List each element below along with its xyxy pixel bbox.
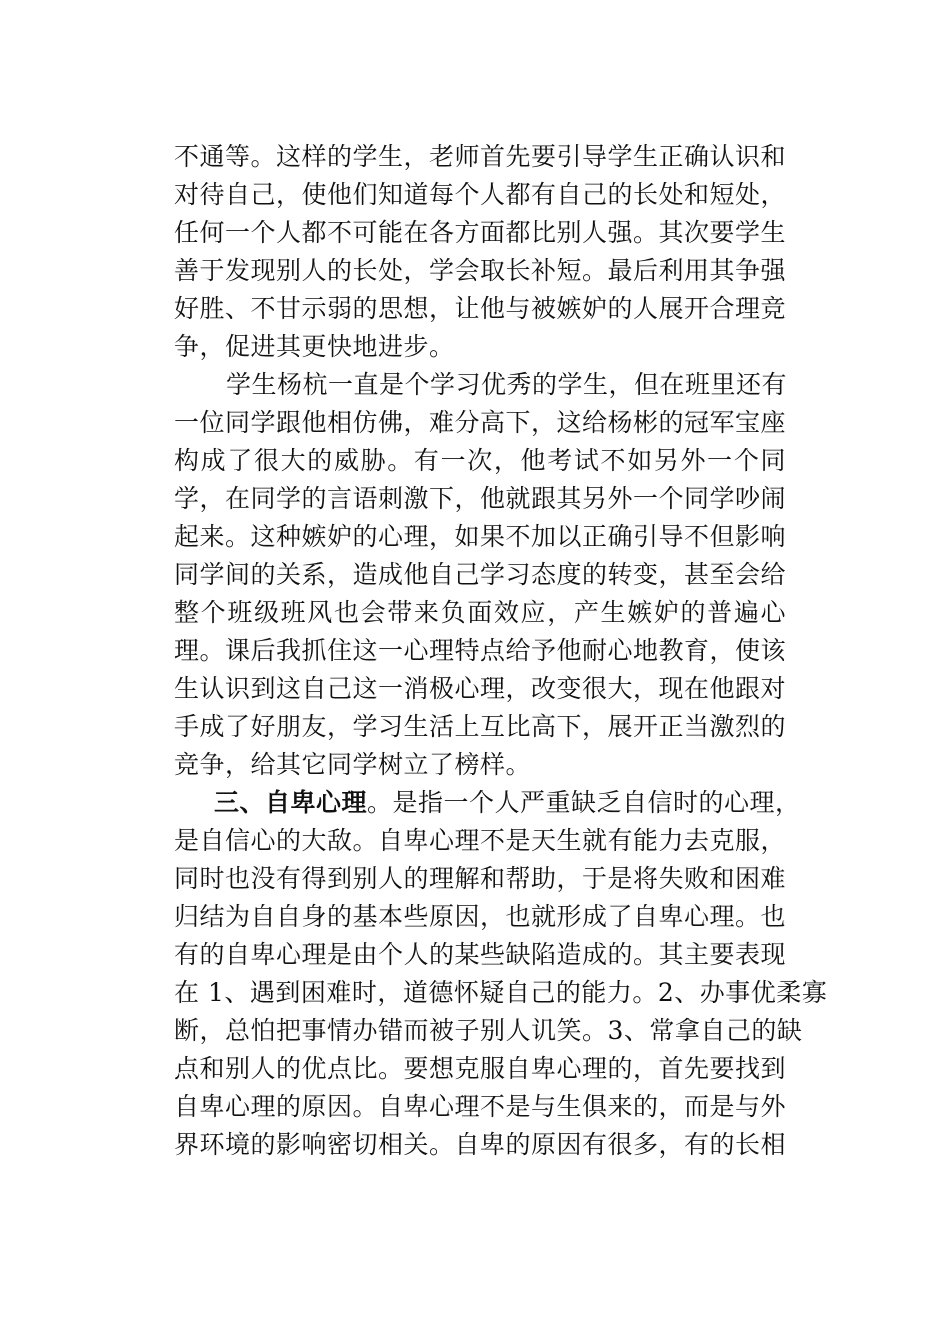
paragraph-line: 界环境的影响密切相关。自卑的原因有很多，有的长相 [174,1130,787,1159]
paragraph-line: 断，总怕把事情办错而被子别人讥笑。3、常拿自己的缺 [174,1016,803,1045]
paragraph-line: 竞争，给其它同学树立了榜样。 [174,750,532,779]
paragraph-line: 在 1、遇到困难时，道德怀疑自己的能力。2、办事优柔寡 [174,978,828,1007]
paragraph-line: 好胜、不甘示弱的思想，让他与被嫉妒的人展开合理竞 [174,294,787,323]
paragraph-line: 有的自卑心理是由个人的某些缺陷造成的。其主要表现 [174,940,787,969]
paragraph-line: 同时也没有得到别人的理解和帮助，于是将失败和困难 [174,864,787,893]
paragraph-line: 同学间的关系，造成他自己学习态度的转变，甚至会给 [174,560,787,589]
paragraph-line: 点和别人的优点比。要想克服自卑心理的，首先要找到 [174,1054,787,1083]
paragraph-line: 手成了好朋友，学习生活上互比高下，展开正当激烈的 [174,712,787,741]
paragraph-line: 争，促进其更快地进步。 [174,332,455,361]
paragraph-line: 任何一个人都不可能在各方面都比别人强。其次要学生 [174,218,787,247]
paragraph-line: 归结为自自身的基本些原因，也就形成了自卑心理。也 [174,902,787,931]
paragraph-line: 理。课后我抓住这一心理特点给予他耐心地教育，使该 [174,636,787,665]
section-heading: 三、自卑心理 [214,788,368,817]
paragraph-line: 自卑心理的原因。自卑心理不是与生俱来的，而是与外 [174,1092,787,1121]
paragraph-line: 是自信心的大敌。自卑心理不是天生就有能力去克服， [174,826,787,855]
paragraph-line: 生认识到这自己这一消极心理，改变很大，现在他跟对 [174,674,787,703]
paragraph-line: 一位同学跟他相仿佛，难分高下，这给杨彬的冠军宝座 [174,408,787,437]
paragraph-line: 学，在同学的言语刺激下，他就跟其另外一个同学吵闹 [174,484,787,513]
paragraph-line: 学生杨杭一直是个学习优秀的学生，但在班里还有 [226,370,788,399]
paragraph-line: 构成了很大的威胁。有一次，他考试不如另外一个同 [174,446,786,475]
paragraph-line [174,783,801,823]
paragraph-line: 整个班级班风也会带来负面效应，产生嫉妒的普遍心 [174,598,786,627]
paragraph-line: 起来。这种嫉妒的心理，如果不加以正确引导不但影响 [174,522,787,551]
paragraph-line: 对待自己，使他们知道每个人都有自己的长处和短处， [174,180,787,209]
paragraph-text: 。是指一个人严重缺乏自信时的心理， [367,788,801,817]
paragraph-line: 不通等。这样的学生，老师首先要引导学生正确认识和 [174,142,787,171]
paragraph-line: 善于发现别人的长处，学会取长补短。最后利用其争强 [174,256,787,285]
